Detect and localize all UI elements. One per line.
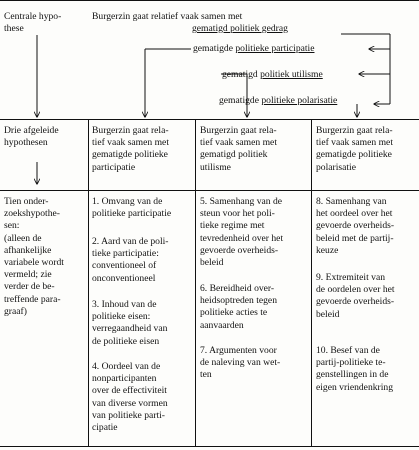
rule-lower <box>0 190 419 191</box>
research-hypothesis-7: 7. Argumenten voor de naleving van wet- ten <box>200 345 281 381</box>
hypothesis-item-participatie: gematigde politieke participatie <box>193 43 315 54</box>
research-hypothesis-5: 5. Samenhang van de steun voor het poli- tieke regime met tevredenheid over het gevoerde overheids- beleid <box>200 196 284 269</box>
research-hypotheses-label: Tien onder- zoekshypothe- sen: (alleen de afhankelijke variabele wordt vermeld; zie verder de be- treffende para- graaf) <box>4 196 64 317</box>
research-hypothesis-1: 1. Omvang van de politieke participatie <box>92 196 172 220</box>
research-hypothesis-3: 3. Inhoud van de politieke eisen: verregaandheid van de politieke eisen <box>92 299 168 347</box>
hypothesis-item-polarisatie: gematigde politieke polarisatie <box>219 95 338 106</box>
hypothesis-item-utilisme: gematigd politiek utilisme <box>222 69 323 80</box>
rule-middle <box>0 119 419 120</box>
research-hypothesis-9: 9. Extremiteit van de oordelen over het gevoerde overheids- beleid <box>316 272 395 320</box>
rule-bottom <box>0 446 419 447</box>
column-divider-1 <box>88 119 89 446</box>
central-hypothesis-label: Centrale hypo- these <box>4 11 62 35</box>
research-hypothesis-2: 2. Aard van de poli- tieke participatie: conventioneel of onconventioneel <box>92 236 169 284</box>
research-hypothesis-6: 6. Bereidheid over- heidsoptreden tegen politieke acties te aanvaarden <box>200 283 277 331</box>
central-hypothesis-statement: Burgerzin gaat relatief vaak samen met <box>92 11 243 22</box>
research-hypothesis-8: 8. Samenhang van het oordeel over het gevoerde overheids- beleid met de partij- keuze <box>316 196 395 256</box>
column-divider-2 <box>195 119 196 446</box>
research-hypothesis-4: 4. Oordeel van de nonparticipanten over de effectiviteit van diverse vormen van politieke parti- cipatie <box>92 361 168 434</box>
derived-hypotheses-label: Drie afgeleide hypothesen <box>4 125 59 149</box>
column-divider-3 <box>311 119 312 446</box>
derived-hypothesis-participatie: Burgerzin gaat rela- tief vaak samen met gematigde politieke participatie <box>92 125 169 173</box>
derived-hypothesis-utilisme: Burgerzin gaat rela- tief vaak samen met gematigd politiek utilisme <box>200 125 277 173</box>
rule-top <box>0 0 419 1</box>
research-hypothesis-10: 10. Besef van de partij-politieke te- genstellingen in de eigen vriendenkring <box>316 345 393 393</box>
hypothesis-item-gedrag: gematigd politiek gedrag <box>192 23 288 34</box>
derived-hypothesis-polarisatie: Burgerzin gaat rela- tief vaak samen met gematigde politieke polarisatie <box>316 125 393 173</box>
